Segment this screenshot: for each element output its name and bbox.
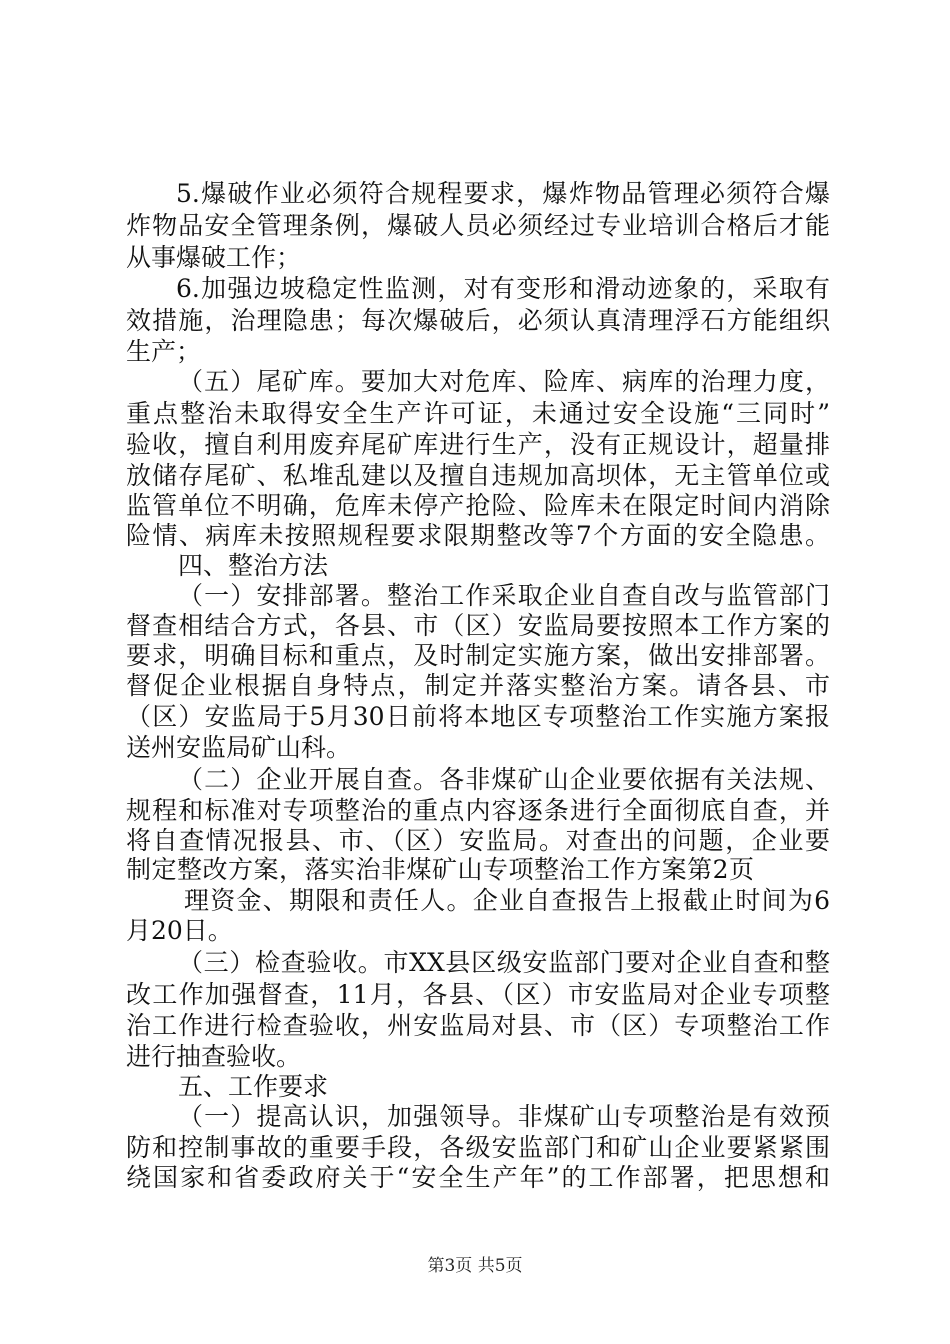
text-line: 要求，明确目标和重点，及时制定实施方案，做出安排部署。 [126,641,830,670]
text-line: 生产； [126,337,202,366]
section-heading: 四、整治方法 [178,551,329,580]
text-line: （一）提高认识，加强领导。非煤矿山专项整治是有效预 [178,1102,830,1131]
text-line: （一）安排部署。整治工作采取企业自查自改与监管部门 [178,581,830,610]
text-line: 督促企业根据自身特点，制定并落实整治方案。请各县、市 [126,671,830,700]
text-line: 将自查情况报县、市、（区）安监局。对查出的问题，企业要 [126,826,830,855]
text-line: 重点整治未取得安全生产许可证，未通过安全设施“三同时” [126,399,830,428]
text-line: 制定整改方案，落实治非煤矿山专项整治工作方案第2页 [126,855,754,884]
text-line: 治工作进行检查验收，州安监局对县、市（区）专项整治工作 [126,1011,830,1040]
text-line: 进行抽查验收。 [126,1042,302,1071]
text-line: （三）检查验收。市XX县区级安监部门要对企业自查和整 [178,948,830,977]
text-line: 送州安监局矿山科。 [126,733,352,762]
text-line: 放储存尾矿、私堆乱建以及擅自违规加高坝体，无主管单位或 [126,461,830,490]
text-line: （区）安监局于5月30日前将本地区专项整治工作实施方案报 [126,702,830,731]
text-line: 改工作加强督查，11月，各县、（区）市安监局对企业专项整 [126,980,830,1009]
text-line: 效措施，治理隐患；每次爆破后，必须认真清理浮石方能组织 [126,306,830,335]
text-line: 月20日。 [126,916,233,945]
page-number-footer: 第3页 共5页 [427,1256,523,1276]
text-line: 督查相结合方式，各县、市（区）安监局要按照本工作方案的 [126,611,830,640]
text-line: 防和控制事故的重要手段，各级安监部门和矿山企业要紧紧围 [126,1133,830,1162]
text-line: 险情、病库未按照规程要求限期整改等7个方面的安全隐患。 [126,521,830,550]
text-line: （五）尾矿库。要加大对危库、险库、病库的治理力度， [178,367,830,396]
text-line: 炸物品安全管理条例，爆破人员必须经过专业培训合格后才能 [126,211,830,240]
text-line: 规程和标准对专项整治的重点内容逐条进行全面彻底自查，并 [126,796,830,825]
text-line: 5.爆破作业必须符合规程要求，爆炸物品管理必须符合爆 [176,179,830,208]
text-line: （二）企业开展自查。各非煤矿山企业要依据有关法规、 [178,765,830,794]
text-line: 理资金、期限和责任人。企业自查报告上报截止时间为6 [184,886,830,915]
text-line: 从事爆破工作； [126,243,302,272]
text-line: 验收，擅自利用废弃尾矿库进行生产，没有正规设计，超量排 [126,430,830,459]
text-line: 绕国家和省委政府关于“安全生产年”的工作部署，把思想和 [126,1163,830,1192]
text-line: 监管单位不明确，危库未停产抢险、险库未在限定时间内消除 [126,491,830,520]
section-heading: 五、工作要求 [178,1072,329,1101]
text-line: 6.加强边坡稳定性监测，对有变形和滑动迹象的，采取有 [176,274,830,303]
